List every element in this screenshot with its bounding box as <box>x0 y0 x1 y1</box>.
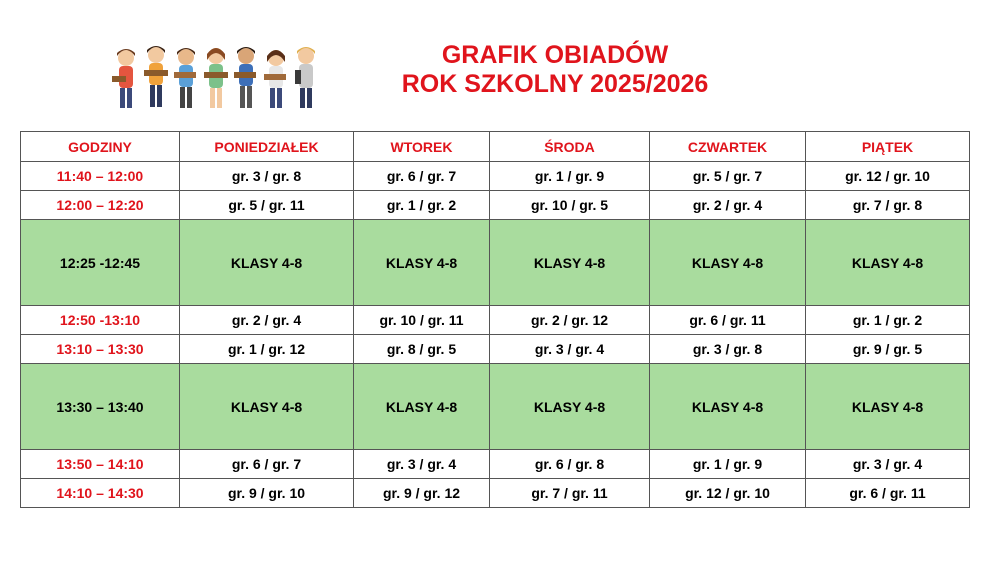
child-figure <box>112 49 135 108</box>
group-cell: gr. 7 / gr. 11 <box>490 479 650 508</box>
column-header-wednesday: ŚRODA <box>490 132 650 162</box>
child-figure <box>295 47 315 108</box>
classes-cell: KLASY 4-8 <box>490 364 650 450</box>
classes-cell: KLASY 4-8 <box>806 220 970 306</box>
schedule-title: GRAFIK OBIADÓW <box>441 41 669 69</box>
group-cell: gr. 2 / gr. 4 <box>180 306 354 335</box>
school-year-title: ROK SZKOLNY 2025/2026 <box>401 70 709 98</box>
children-illustration <box>104 42 322 114</box>
table-row <box>21 479 970 508</box>
column-header-friday: PIĄTEK <box>806 132 970 162</box>
group-cell: gr. 10 / gr. 5 <box>490 191 650 220</box>
classes-cell: KLASY 4-8 <box>650 220 806 306</box>
group-cell: gr. 6 / gr. 8 <box>490 450 650 479</box>
table-row-classes-block <box>21 220 970 306</box>
group-cell: gr. 3 / gr. 4 <box>806 450 970 479</box>
classes-cell: KLASY 4-8 <box>354 220 490 306</box>
group-cell: gr. 3 / gr. 4 <box>490 335 650 364</box>
group-cell: gr. 9 / gr. 5 <box>806 335 970 364</box>
classes-cell: KLASY 4-8 <box>806 364 970 450</box>
group-cell: gr. 10 / gr. 11 <box>354 306 490 335</box>
group-cell: gr. 3 / gr. 4 <box>354 450 490 479</box>
child-figure <box>204 48 228 108</box>
table-row <box>21 306 970 335</box>
time-cell: 12:50 -13:10 <box>21 306 180 335</box>
child-figure <box>264 50 286 108</box>
time-cell: 12:00 – 12:20 <box>21 191 180 220</box>
group-cell: gr. 3 / gr. 8 <box>650 335 806 364</box>
table-row <box>21 450 970 479</box>
group-cell: gr. 9 / gr. 12 <box>354 479 490 508</box>
group-cell: gr. 2 / gr. 4 <box>650 191 806 220</box>
group-cell: gr. 6 / gr. 7 <box>354 162 490 191</box>
lunch-schedule-table <box>20 131 970 508</box>
group-cell: gr. 1 / gr. 9 <box>650 450 806 479</box>
group-cell: gr. 3 / gr. 8 <box>180 162 354 191</box>
group-cell: gr. 6 / gr. 11 <box>806 479 970 508</box>
column-header-tuesday: WTOREK <box>354 132 490 162</box>
table-row <box>21 335 970 364</box>
time-cell: 13:10 – 13:30 <box>21 335 180 364</box>
group-cell: gr. 5 / gr. 11 <box>180 191 354 220</box>
time-cell: 12:25 -12:45 <box>21 220 180 306</box>
group-cell: gr. 6 / gr. 7 <box>180 450 354 479</box>
group-cell: gr. 1 / gr. 9 <box>490 162 650 191</box>
classes-cell: KLASY 4-8 <box>490 220 650 306</box>
classes-cell: KLASY 4-8 <box>354 364 490 450</box>
column-header-thursday: CZWARTEK <box>650 132 806 162</box>
group-cell: gr. 2 / gr. 12 <box>490 306 650 335</box>
column-header-monday: PONIEDZIAŁEK <box>180 132 354 162</box>
classes-cell: KLASY 4-8 <box>650 364 806 450</box>
time-cell: 14:10 – 14:30 <box>21 479 180 508</box>
group-cell: gr. 12 / gr. 10 <box>806 162 970 191</box>
table-header-row <box>21 132 970 162</box>
child-figure <box>174 48 196 108</box>
table-row-classes-block <box>21 364 970 450</box>
group-cell: gr. 12 / gr. 10 <box>650 479 806 508</box>
table-row <box>21 162 970 191</box>
child-figure <box>144 46 168 107</box>
group-cell: gr. 6 / gr. 11 <box>650 306 806 335</box>
child-figure <box>234 47 256 108</box>
table-row <box>21 191 970 220</box>
classes-cell: KLASY 4-8 <box>180 364 354 450</box>
time-cell: 13:30 – 13:40 <box>21 364 180 450</box>
time-cell: 11:40 – 12:00 <box>21 162 180 191</box>
classes-cell: KLASY 4-8 <box>180 220 354 306</box>
group-cell: gr. 9 / gr. 10 <box>180 479 354 508</box>
group-cell: gr. 1 / gr. 12 <box>180 335 354 364</box>
time-cell: 13:50 – 14:10 <box>21 450 180 479</box>
group-cell: gr. 1 / gr. 2 <box>806 306 970 335</box>
group-cell: gr. 8 / gr. 5 <box>354 335 490 364</box>
group-cell: gr. 5 / gr. 7 <box>650 162 806 191</box>
group-cell: gr. 7 / gr. 8 <box>806 191 970 220</box>
column-header-hours: GODZINY <box>21 132 180 162</box>
group-cell: gr. 1 / gr. 2 <box>354 191 490 220</box>
